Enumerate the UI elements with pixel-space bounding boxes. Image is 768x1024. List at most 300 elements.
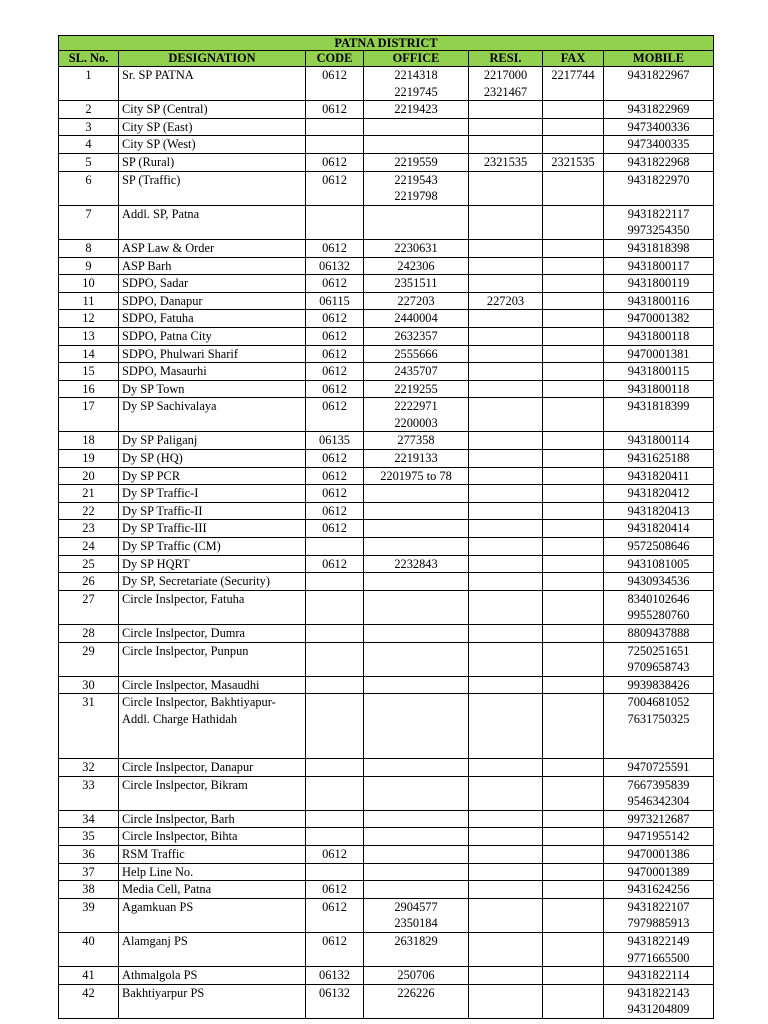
cell-sl-line: 38 [82,882,95,897]
cell-fax [543,432,604,450]
cell-mobile-line: 9431818399 [627,399,690,414]
cell-resi [469,275,543,293]
cell-code [306,759,364,777]
cell-designation [119,759,306,777]
cell-code-line: 0612 [322,486,347,501]
table-row [59,310,714,328]
cell-designation [119,257,306,275]
cell-designation [119,171,306,205]
cell-resi-line: 227203 [486,293,525,308]
cell-code [306,205,364,239]
cell-fax [543,776,604,810]
cell-code [306,810,364,828]
cell-fax [543,863,604,881]
cell-office [364,520,469,538]
table-body [59,67,714,1019]
cell-code [306,933,364,967]
cell-designation [119,538,306,556]
cell-office [364,275,469,293]
cell-resi-line: 2321467 [483,84,528,99]
cell-mobile-line: 7631750325 [627,711,690,726]
table-row [59,642,714,676]
cell-mobile-line: 9431800114 [627,433,690,448]
cell-fax [543,898,604,932]
cell-designation [119,881,306,899]
cell-designation [119,310,306,328]
cell-mobile [604,118,714,136]
cell-resi [469,863,543,881]
cell-designation [119,327,306,345]
column-header-designation: DESIGNATION [119,51,306,67]
table-row [59,863,714,881]
cell-mobile-line: 7250251651 [627,643,690,658]
cell-resi [469,590,543,624]
cell-designation-line: Dy SP Traffic-III [122,521,207,536]
cell-mobile [604,432,714,450]
cell-fax [543,555,604,573]
cell-mobile-line: 9431820413 [627,503,690,518]
cell-mobile-line: 9431822114 [627,968,690,983]
cell-code [306,642,364,676]
table-row [59,153,714,171]
cell-code-line: 0612 [322,311,347,326]
cell-designation [119,450,306,468]
cell-mobile [604,810,714,828]
cell-designation-line: Dy SP PCR [122,468,181,483]
cell-sl [59,292,119,310]
cell-office-line: 2219559 [394,154,438,169]
cell-resi [469,676,543,694]
cell-office [364,239,469,257]
cell-mobile [604,171,714,205]
cell-fax [543,310,604,328]
cell-mobile-line: 9470001382 [627,311,690,326]
cell-sl [59,310,119,328]
cell-mobile-line: 9546342304 [627,794,690,809]
cell-code [306,573,364,591]
cell-sl-line: 12 [82,311,95,326]
cell-office-line: 2230631 [394,240,438,255]
cell-code [306,828,364,846]
cell-designation [119,275,306,293]
cell-office-line: 226226 [397,985,435,1000]
cell-office [364,257,469,275]
table-row [59,573,714,591]
cell-designation [119,642,306,676]
cell-sl-line: 40 [82,934,95,948]
cell-fax [543,118,604,136]
cell-sl-line: 19 [82,451,95,466]
cell-office-line: 2350184 [394,916,438,931]
cell-sl-line: 29 [82,643,95,658]
cell-sl [59,432,119,450]
cell-fax [543,810,604,828]
cell-mobile-line: 9572508646 [627,539,690,554]
cell-mobile-line: 7667395839 [627,777,690,792]
table-row [59,136,714,154]
cell-sl-line: 18 [82,433,95,448]
cell-mobile-line: 9430934536 [627,574,690,589]
cell-code [306,863,364,881]
cell-resi [469,363,543,381]
cell-sl [59,136,119,154]
cell-mobile [604,327,714,345]
table-row [59,676,714,694]
cell-designation-line: Dy SP Traffic-I [122,486,199,501]
table-row [59,625,714,643]
cell-designation-line: Dy SP Town [122,381,185,396]
cell-code-line: 0612 [322,468,347,483]
cell-office [364,292,469,310]
cell-code [306,625,364,643]
cell-resi [469,502,543,520]
cell-fax [543,520,604,538]
cell-code-line: 0612 [322,276,347,291]
cell-sl [59,67,119,101]
cell-fax [543,136,604,154]
cell-office-line: 227203 [397,293,435,308]
cell-fax-line: 2217744 [551,68,595,82]
cell-sl [59,625,119,643]
cell-sl-line: 1 [85,68,92,82]
cell-designation [119,776,306,810]
cell-fax [543,67,604,101]
cell-office-line: 2219423 [394,102,438,117]
cell-fax [543,292,604,310]
table-row [59,759,714,777]
cell-mobile-line: 9431822969 [627,102,690,117]
cell-designation-line: Circle Inslpector, Bakhtiyapur- [122,695,276,710]
cell-mobile-line: 9431822967 [627,68,690,82]
cell-office-line: 2435707 [394,364,438,379]
cell-designation-line: SDPO, Patna City [122,328,212,343]
cell-office [364,136,469,154]
cell-resi [469,153,543,171]
cell-resi [469,171,543,205]
cell-sl-line: 11 [82,293,95,308]
cell-office-line: 2631829 [394,934,438,948]
cell-code [306,450,364,468]
cell-designation [119,118,306,136]
cell-resi [469,933,543,967]
cell-resi [469,380,543,398]
cell-fax [543,398,604,432]
column-header-sl-no: SL. No. [59,51,119,67]
cell-mobile [604,485,714,503]
cell-resi-line: 2321535 [483,154,528,169]
cell-sl [59,327,119,345]
cell-resi [469,345,543,363]
cell-mobile-line: 9431800118 [627,381,690,396]
cell-fax [543,502,604,520]
table-row [59,828,714,846]
cell-sl [59,555,119,573]
cell-designation-line: Circle Inslpector, Masaudhi [122,677,260,692]
table-row [59,881,714,899]
cell-sl [59,776,119,810]
cell-office [364,118,469,136]
cell-resi [469,327,543,345]
cell-office [364,450,469,468]
cell-mobile [604,984,714,1018]
cell-designation [119,555,306,573]
cell-code-line: 0612 [322,328,347,343]
cell-sl [59,694,119,759]
cell-fax [543,984,604,1018]
cell-sl [59,275,119,293]
cell-fax [543,694,604,759]
cell-fax-line: 2321535 [551,154,595,169]
cell-code [306,345,364,363]
cell-office [364,538,469,556]
cell-designation-line: SDPO, Danapur [122,293,203,308]
cell-mobile-line: 9771665500 [627,950,690,965]
cell-designation-line: ASP Law & Order [122,240,215,255]
cell-office [364,555,469,573]
cell-office [364,153,469,171]
cell-fax [543,846,604,864]
cell-designation [119,846,306,864]
cell-designation-line: City SP (Central) [122,102,208,117]
cell-code [306,275,364,293]
cell-mobile [604,881,714,899]
cell-mobile [604,676,714,694]
cell-code [306,485,364,503]
cell-mobile-line: 9431820414 [627,521,690,536]
column-header-resi: RESI. [469,51,543,67]
cell-mobile [604,67,714,101]
cell-mobile-line: 9431820412 [627,486,690,501]
cell-sl [59,520,119,538]
cell-designation-line: Circle Inslpector, Bikram [122,777,248,792]
cell-code [306,898,364,932]
cell-code [306,327,364,345]
cell-sl [59,984,119,1018]
cell-designation-line: Dy SP (HQ) [122,451,183,466]
cell-resi [469,257,543,275]
cell-designation [119,967,306,985]
cell-mobile [604,310,714,328]
cell-code-line: 0612 [322,556,347,571]
cell-code [306,257,364,275]
cell-fax [543,881,604,899]
cell-office [364,310,469,328]
cell-mobile-line: 9431800118 [627,328,690,343]
cell-code [306,101,364,119]
cell-office [364,432,469,450]
cell-fax [543,153,604,171]
cell-designation [119,933,306,967]
table-row [59,363,714,381]
cell-designation [119,345,306,363]
table-row [59,520,714,538]
cell-designation-line: Circle Inslpector, Danapur [122,760,254,775]
cell-office [364,881,469,899]
cell-mobile-line: 9431800115 [627,364,690,379]
cell-resi [469,398,543,432]
cell-mobile-line: 9431822143 [627,985,690,1000]
cell-designation [119,432,306,450]
cell-sl-line: 26 [82,574,95,589]
cell-resi [469,67,543,101]
cell-designation-line: Circle Inslpector, Punpun [122,643,249,658]
header-row [59,51,714,67]
cell-code-line: 0612 [322,381,347,396]
cell-sl-line: 23 [82,521,95,536]
column-header-code: CODE [306,51,364,67]
cell-fax [543,257,604,275]
cell-designation [119,694,306,759]
table-row [59,485,714,503]
cell-mobile [604,828,714,846]
cell-sl-line: 35 [82,829,95,844]
cell-mobile [604,275,714,293]
cell-designation-line: Circle Inslpector, Fatuha [122,591,245,606]
cell-sl [59,485,119,503]
cell-code [306,984,364,1018]
cell-designation [119,467,306,485]
cell-fax [543,101,604,119]
cell-sl [59,881,119,899]
cell-office [364,398,469,432]
cell-fax [543,933,604,967]
table-row [59,846,714,864]
cell-fax [543,380,604,398]
cell-resi [469,450,543,468]
cell-office [364,171,469,205]
cell-mobile [604,846,714,864]
cell-mobile [604,239,714,257]
table-row [59,118,714,136]
cell-code [306,398,364,432]
cell-designation [119,153,306,171]
cell-code [306,136,364,154]
cell-code [306,555,364,573]
cell-mobile-line: 9473400335 [627,137,690,152]
cell-code [306,881,364,899]
cell-resi [469,485,543,503]
cell-office [364,625,469,643]
cell-mobile-line: 9431822970 [627,172,690,187]
cell-mobile-line: 7004681052 [627,695,690,710]
cell-office [364,776,469,810]
cell-office-line: 2904577 [394,899,438,914]
cell-code-line: 0612 [322,847,347,862]
cell-office [364,898,469,932]
cell-office [364,67,469,101]
cell-sl [59,590,119,624]
cell-office-line: 2222971 [394,399,438,414]
cell-mobile-line: 9431818398 [627,240,690,255]
cell-designation-line: Dy SP HQRT [122,556,190,571]
cell-sl [59,450,119,468]
cell-resi [469,573,543,591]
cell-office [364,676,469,694]
cell-office [364,590,469,624]
cell-mobile-line: 9470001386 [627,847,690,862]
cell-resi [469,984,543,1018]
cell-sl-line: 7 [85,206,92,221]
cell-resi [469,205,543,239]
table-row [59,898,714,932]
cell-designation [119,398,306,432]
cell-code-line: 0612 [322,882,347,897]
cell-mobile-line: 9470001389 [627,864,690,879]
cell-designation-line: Agamkuan PS [122,899,194,914]
cell-designation [119,101,306,119]
cell-fax [543,642,604,676]
cell-fax [543,967,604,985]
cell-office [364,967,469,985]
cell-office-line: 2232843 [394,556,438,571]
cell-sl-line: 13 [82,328,95,343]
cell-resi [469,239,543,257]
cell-sl [59,933,119,967]
cell-sl-line: 30 [82,677,95,692]
table-row [59,345,714,363]
cell-sl [59,846,119,864]
cell-mobile-line: 9431820411 [627,468,690,483]
cell-sl-line: 6 [85,172,92,187]
cell-mobile [604,694,714,759]
cell-designation-line: SDPO, Phulwari Sharif [122,346,238,361]
cell-resi [469,642,543,676]
cell-office [364,642,469,676]
cell-mobile [604,776,714,810]
cell-mobile-line: 9431822149 [627,934,690,948]
cell-resi [469,555,543,573]
cell-code-line: 0612 [322,503,347,518]
cell-office [364,380,469,398]
cell-designation-line: Dy SP Traffic-II [122,503,203,518]
cell-fax [543,205,604,239]
cell-mobile [604,502,714,520]
cell-office-line: 2219255 [394,381,438,396]
cell-office [364,345,469,363]
table-row [59,694,714,759]
cell-designation-line: Circle Inslpector, Bihta [122,829,238,844]
cell-sl [59,171,119,205]
cell-resi [469,967,543,985]
cell-mobile [604,467,714,485]
contact-directory-table [58,35,714,1019]
cell-designation-line: Help Line No. [122,864,194,879]
cell-designation [119,380,306,398]
cell-fax [543,676,604,694]
cell-fax [543,485,604,503]
cell-sl-line: 31 [82,695,95,710]
cell-designation [119,573,306,591]
cell-sl-line: 41 [82,968,95,983]
cell-mobile [604,292,714,310]
cell-sl-line: 4 [85,137,92,152]
cell-mobile [604,642,714,676]
cell-code-line: 06132 [319,985,350,1000]
cell-mobile [604,398,714,432]
cell-code [306,590,364,624]
cell-sl-line: 25 [82,556,95,571]
cell-designation-line: Alamganj PS [122,934,188,948]
cell-office-line: 2219798 [394,189,438,204]
cell-resi [469,625,543,643]
cell-designation [119,239,306,257]
cell-designation-line: Addl. SP, Patna [122,206,200,221]
cell-office [364,694,469,759]
cell-sl-line: 32 [82,760,95,775]
cell-mobile [604,380,714,398]
cell-code-line: 0612 [322,102,347,117]
cell-sl-line: 42 [82,985,95,1000]
